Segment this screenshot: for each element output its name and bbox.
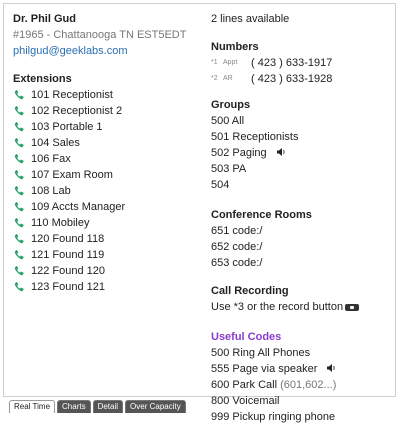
tab-over-capacity[interactable]: Over Capacity [125,400,186,413]
phone-icon [13,153,25,165]
code-park-call [211,377,396,393]
extension-label: 120 Found 118 [31,233,105,245]
number-value: ( 423 ) 633-1917 [251,57,333,69]
extension-label: 123 Found 121 [31,281,106,293]
extensions-list [13,87,198,295]
extension-label: 108 Lab [31,185,71,197]
code-pickup: 999 Pickup ringing phone [211,411,336,423]
extension-item[interactable] [13,119,198,135]
extension-label: 106 Fax [31,153,71,165]
phone-icon [13,89,25,101]
extension-label: 110 Mobiley [31,217,90,229]
group-item: 500 All [211,115,245,127]
conference-title: Conference Rooms [211,209,312,221]
conference-item: 651 code:/ [211,225,263,237]
number-row [211,55,396,71]
phone-icon [13,169,25,181]
account-info: #1965 - Chattanooga TN EST5EDT [13,29,187,41]
extension-item[interactable] [13,87,198,103]
tab-charts[interactable]: Charts [57,400,91,413]
extension-label: 107 Exam Room [31,169,113,181]
extension-item[interactable] [13,135,198,151]
number-index: *1 [211,59,218,66]
code-page-speaker [211,361,396,377]
phone-icon [13,105,25,117]
conference-item: 653 code:/ [211,257,263,269]
extension-item[interactable] [13,103,198,119]
extension-item[interactable] [13,199,198,215]
phone-icon [13,185,25,197]
bottom-tabs [9,400,188,413]
extension-label: 102 Receptionist 2 [31,105,123,117]
number-type: Appt [223,59,238,66]
number-row [211,71,396,87]
number-value: ( 423 ) 633-1928 [251,73,333,85]
code-voicemail: 800 Voicemail [211,395,280,407]
conference-item: 652 code:/ [211,241,263,253]
useful-codes-title: Useful Codes [211,331,282,343]
group-item [211,145,396,161]
right-column [211,11,396,425]
recording-text [211,299,396,315]
extension-item[interactable] [13,279,198,295]
phone-icon [13,217,25,229]
lines-available: 2 lines available [211,13,290,25]
code-park-call-hint: (601,602...) [280,379,337,391]
extension-label: 103 Portable 1 [31,121,103,133]
contact-name: Dr. Phil Gud [13,13,76,25]
tab-detail[interactable]: Detail [93,400,123,413]
group-item: 501 Receptionists [211,131,299,143]
recording-title: Call Recording [211,285,289,297]
phone-icon [13,137,25,149]
phone-icon [13,265,25,277]
extension-label: 121 Found 119 [31,249,105,261]
extension-item[interactable] [13,167,198,183]
phone-icon [13,249,25,261]
speaker-icon [326,363,336,373]
recording-instructions: Use *3 or the record button [211,301,344,313]
left-column [13,11,198,295]
phone-icon [13,121,25,133]
extensions-title: Extensions [13,73,72,85]
phone-icon [13,201,25,213]
number-index: *2 [211,75,218,82]
extension-label: 104 Sales [31,137,80,149]
extension-item[interactable] [13,231,198,247]
numbers-title: Numbers [211,41,259,53]
phone-icon [13,233,25,245]
email-link[interactable]: philgud@geeklabs.com [13,45,128,57]
speaker-icon [276,147,286,157]
tab-real-time[interactable]: Real Time [9,400,55,413]
extension-label: 101 Receptionist [31,89,113,101]
group-item: 503 PA [211,163,247,175]
extension-label: 109 Accts Manager [31,201,126,213]
record-button-icon [345,304,359,311]
group-item-label: 502 Paging [211,147,267,159]
extension-item[interactable] [13,183,198,199]
extension-item[interactable] [13,151,198,167]
code-page-speaker-label: 555 Page via speaker [211,363,318,375]
group-item: 504 [211,179,230,191]
groups-title: Groups [211,99,251,111]
phone-icon [13,281,25,293]
code-park-call-label: 600 Park Call [211,379,278,391]
extension-item[interactable] [13,247,198,263]
number-type: AR [223,75,233,82]
extension-item[interactable] [13,215,198,231]
extension-item[interactable] [13,263,198,279]
extension-label: 122 Found 120 [31,265,106,277]
code-ring-all: 500 Ring All Phones [211,347,311,359]
